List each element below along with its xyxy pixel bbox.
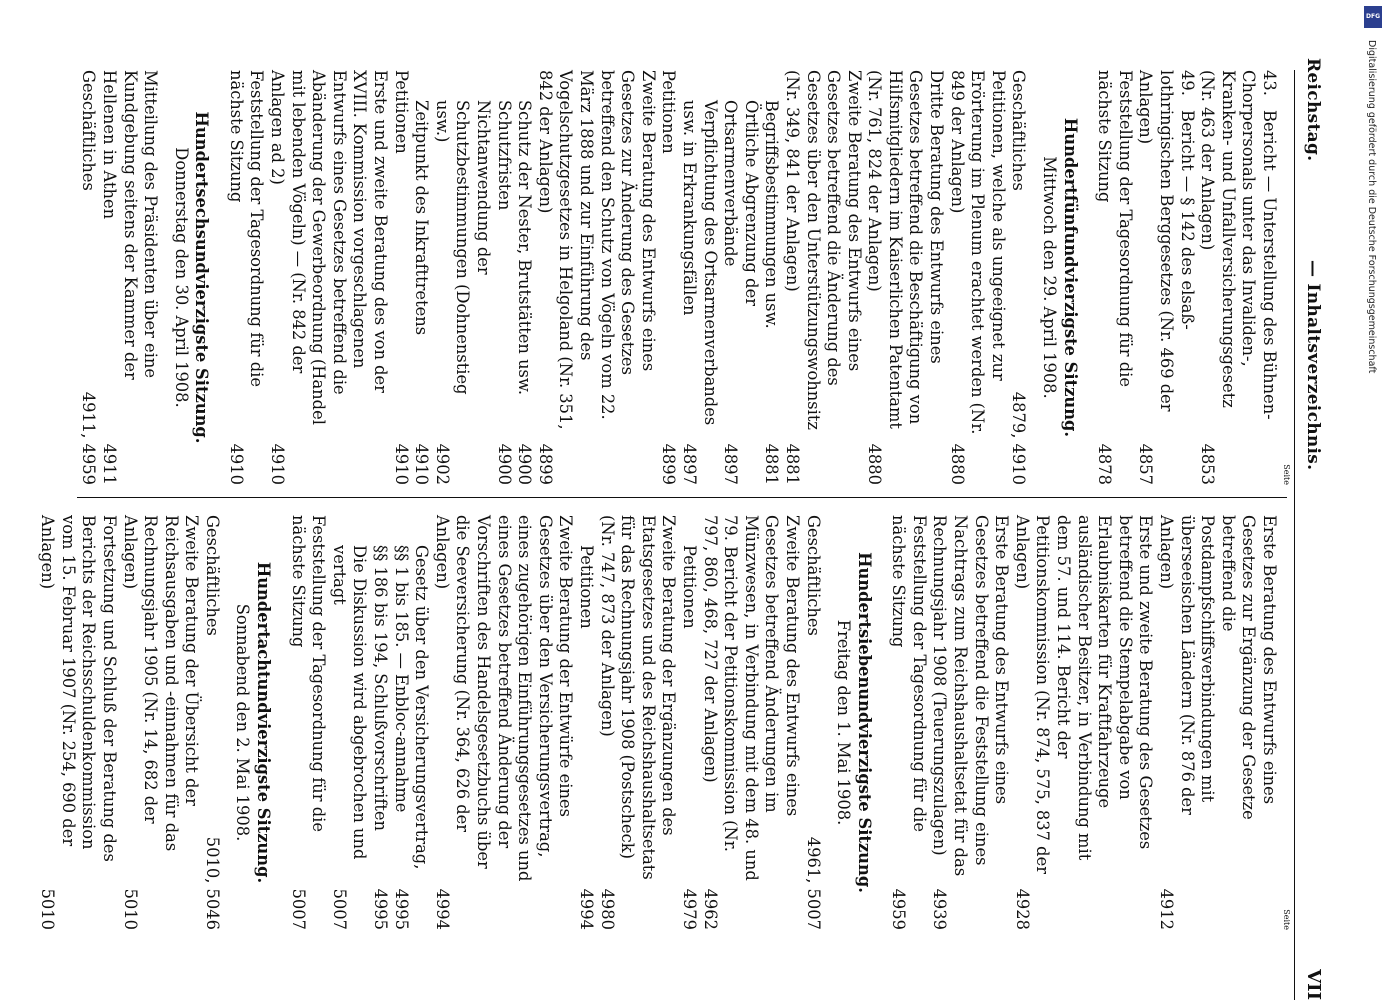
toc-entry (575, 515, 596, 930)
toc-entry (1197, 70, 1279, 485)
entry-text: Begriffsbestimmungen usw. (762, 100, 782, 329)
toc-entry (720, 70, 761, 485)
digitization-notice: Digitalisierung gefördert durch die Deutsche Forschungsgemeinschaft (1366, 40, 1377, 374)
entry-page: 4900 (494, 443, 514, 485)
entry-page: 4897 (721, 443, 741, 485)
entry-text: Die Diskussion wird abgebrochen und vertagt (329, 545, 370, 860)
session-heading: Hundertsiebenundvierzigste Sitzung. (854, 552, 874, 893)
toc-entry (287, 515, 328, 930)
toc-entry (929, 515, 1011, 930)
toc-entry (678, 515, 699, 930)
entry-page: 4994 (432, 888, 452, 930)
entry-page: 4910 (412, 443, 432, 485)
toc-entry (888, 515, 929, 930)
entry-page: 5010 (38, 888, 58, 930)
entry-text: Nichtanwendung der Schutzbestimmungen (Dohnenstieg usw.) (432, 100, 494, 395)
toc-entry (37, 515, 119, 930)
entry-page: 4928 (1012, 888, 1032, 930)
entry-page: 4899 (659, 443, 679, 485)
entry-text: Feststellung der Tagesordnung für die nächste Sitzung (889, 515, 929, 832)
toc-entry (534, 70, 658, 485)
entry-page: 4939 (930, 888, 950, 930)
seite-label: Seite (1282, 464, 1291, 485)
entry-page: 4910 (226, 443, 246, 485)
entry-text: Petitionen, welche als ungeeignet zur Erörterung im Plenum erachtet werden (Nr. 849 der Anlagen) (947, 70, 1008, 435)
entry-page: 4980 (597, 888, 617, 930)
entry-text: Örtliche Abgrenzung der Ortsarmenverbände (721, 100, 761, 306)
toc-entry (225, 70, 266, 485)
toc-entry (119, 515, 201, 930)
toc-entry (699, 515, 802, 930)
toc-entry (390, 70, 411, 485)
toc-entry (431, 70, 493, 485)
entry-page: 4911 (99, 443, 119, 485)
entry-text: Petitionen (577, 545, 596, 629)
entry-number: 43. (1260, 70, 1279, 96)
toc-entry (1008, 70, 1029, 485)
entry-page: 5007 (288, 888, 308, 930)
running-title-right: — Inhaltsverzeichnis. (1303, 260, 1323, 471)
toc-entry (493, 70, 514, 485)
entry-text: Erste und zweite Beratung des Gesetzes betreffend die Stempelabgabe von Erlaubniskarten für Kraftfahrzeuge ausländischer Besitzer, in Verbindung mit dem 57. und 114. Bericht der Petitionskommission (Nr. 874, 575, 837 der Anlagen) (1012, 515, 1156, 875)
entry-text: Zweite Beratung der Entwürfe eines Gesetzes über den Versicherungsvertrag, eines zugehörigen Einführungsgesetzes und eines Gesetzes betreffend Änderung der Vorschriften des Handelsgesetzbuchs über die Seeversicherung (Nr. 364, 626 der Anlagen) (432, 515, 576, 882)
seite-label: Seite (1282, 909, 1291, 930)
session-heading: Hundertfünfundvierzigste Sitzung. (1060, 117, 1080, 438)
entry-page: 5010 (120, 888, 140, 930)
entry-number: 49. (1177, 70, 1197, 96)
entry-page: 4910 (268, 443, 288, 485)
entry-page: 4979 (679, 888, 699, 930)
left-column (78, 70, 1293, 485)
entry-text: Verpflichtung des Ortsarmenverbandes usw. in Erkrankungsfällen (679, 100, 720, 426)
session-date: Freitag den 1. Mai 1908. (834, 619, 854, 826)
session-entries (888, 515, 1279, 930)
entry-page: 4878 (1095, 443, 1115, 485)
entry-page: 5010, 5046 (202, 836, 222, 930)
entry-page: 4880 (947, 443, 967, 485)
toc-entry (390, 515, 431, 930)
entry-text: Erste Beratung des Entwurfs eines Gesetzes zur Ergänzung der Gesetze betreffend die Postdampfschiffsverbindungen mit überseeischen Ländern (Nr. 876 der Anlagen) (1157, 515, 1279, 820)
entry-text: Schutzfristen (494, 100, 514, 211)
header-rule (1294, 70, 1295, 1000)
dfg-logo: DFG (1364, 6, 1382, 28)
column-divider (77, 497, 1287, 498)
session-date: Mittwoch den 29. April 1908. (1040, 156, 1060, 399)
entry-text: Zweite Beratung des Entwurfs eines Gesetzes betreffend die Änderung des Gesetzes über den Unterstützungswohnsitz (Nr. 349, 841 der Anlagen) (782, 70, 864, 430)
entry-page: 4881 (762, 443, 782, 485)
toc-entry (201, 515, 222, 930)
entry-text: Dritte Beratung des Entwurfs eines Gesetzes betreffend die Beschäftigung von Hilfsmitgliedern im Kaiserlichen Patentamt (Nr. 761, 824 der Anlagen) (865, 70, 947, 429)
entry-page: 4911, 4959 (79, 391, 99, 485)
entry-page: 4995 (391, 888, 411, 930)
entry-page: 4902 (432, 443, 452, 485)
entry-page: 4959 (889, 888, 909, 930)
entry-text: Feststellung der Tagesordnung für die nächste Sitzung (288, 515, 329, 832)
page-number: VII (1303, 969, 1324, 1000)
entry-text: Geschäftliches (1009, 70, 1029, 191)
entry-text: Erste Beratung des Entwurfs eines Gesetzes betreffend die Feststellung eines Nachtrags zum Reichshaushaltsetat für das Rechnungsjahr 1908 (Teuerungszulagen) (930, 515, 1012, 877)
toc-entry (802, 515, 823, 930)
entry-page: 4910 (391, 443, 411, 485)
entry-text: Geschäftliches (803, 515, 823, 636)
toc-entry (781, 70, 863, 485)
toc-entry (411, 70, 432, 485)
toc-entry (1094, 70, 1135, 485)
session-entries (78, 70, 160, 485)
session-entries (37, 515, 222, 930)
toc-entry (431, 515, 575, 930)
session-date: Donnerstag den 30. April 1908. (171, 147, 191, 408)
toc-entry (596, 515, 678, 930)
toc-entry (369, 515, 390, 930)
toc-entry (78, 70, 99, 485)
entry-page: 4912 (1157, 888, 1177, 930)
entry-text: Gesetz über den Versicherungsvertrag, §§ 1 bis 185. — Enbloc-annahme (391, 545, 432, 870)
running-title-left: Reichstag. (1303, 58, 1323, 162)
entry-text: Schutz der Nester, Brutstätten usw. (515, 100, 535, 396)
entry-text: Zweite Beratung des Entwurfs eines Gesetzes betreffend Änderungen im Münzwesen, in Verbindung mit dem 48. und 79. Bericht der Petitionskommission (Nr. 797, 860, 468, 727 der Anlagen) (700, 515, 802, 881)
entry-page: 4961, 5007 (803, 836, 823, 930)
toc-entry (1155, 515, 1279, 930)
toc-entry (946, 70, 1008, 485)
session-entries (225, 70, 1028, 485)
toc-entry (658, 70, 679, 485)
toc-entry (328, 515, 369, 930)
entry-text: Feststellung der Tagesordnung für die nächste Sitzung (226, 70, 267, 387)
entry-page: 5007 (329, 888, 349, 930)
entry-text: §§ 186 bis 194, Schlußvorschriften (371, 545, 391, 832)
entry-text: Geschäftliches (202, 515, 222, 636)
entry-text: Fortsetzung und Schluß der Beratung des Berichts der Reichsschuldenkommission vom 15. Februar 1907 (Nr. 254, 690 der Anlagen) (38, 515, 119, 862)
entry-text: Erste und zweite Beratung des von der XVIII. Kommission vorgeschlagenen Entwurfs eines Gesetzes betreffend die Abänderung der Gewerbeordnung (Handel mit lebenden Vögeln) — (Nr. 842 der Anlagen ad 2) (268, 70, 391, 425)
entry-text: Petitionen (391, 70, 411, 154)
entry-page: 4899 (535, 443, 555, 485)
entry-page: 4962 (700, 888, 720, 930)
entry-text: Petitionen (679, 545, 699, 629)
entry-page: 4879, 4910 (1009, 391, 1029, 485)
entry-text: Zweite Beratung der Ergänzungen des Etatsgesetzes und des Reichshaushaltsetats für das Rechnungsjahr 1908 (Postscheck) (Nr. 747, 873 der Anlagen) (597, 515, 679, 880)
entry-text: Zweite Beratung der Übersicht der Reichsausgaben und -einnahmen für das Rechnungsjahr 1905 (Nr. 14, 682 der Anlagen) (120, 515, 202, 852)
entry-page: 4857 (1136, 443, 1156, 485)
entry-text: Zweite Beratung des Entwurfs eines Gesetzes zur Änderung des Gesetzes betreffend den Schutz von Vögeln vom 22. März 1888 und zur Einführung des Vogelschutzgesetzes in Helgoland (Nr. 351, 842 der Anlagen) (535, 70, 658, 430)
entry-page: 4881 (782, 443, 802, 485)
toc-entry (864, 70, 946, 485)
entry-page: 4995 (371, 888, 391, 930)
toc-entry (514, 70, 535, 485)
toc-entry (267, 70, 391, 485)
toc-entry (1135, 70, 1197, 485)
entry-text: Feststellung der Tagesordnung für die nächste Sitzung (1095, 70, 1135, 387)
toc-entry (678, 70, 719, 485)
entry-text: Mitteilung des Präsidenten über eine Kundgebung seitens der Kammer der Hellenen in Athen (99, 70, 161, 380)
entry-page: 4853 (1198, 443, 1218, 485)
session-heading: Hundertsechsundvierzigste Sitzung. (192, 111, 212, 444)
entry-page: 4900 (515, 443, 535, 485)
session-heading: Hundertachtundvierzigste Sitzung. (254, 561, 274, 884)
entry-text: Bericht — § 142 des elsaß-lothringischen Berggesetzes (Nr. 469 der Anlagen) (1136, 70, 1197, 412)
entry-page: 4880 (865, 443, 885, 485)
toc-entry (98, 70, 160, 485)
toc-entry (761, 70, 782, 485)
entry-text: Zeitpunkt des Inkrafttretens (412, 100, 432, 336)
entry-text: Geschäftliches (79, 70, 99, 191)
session-entries (287, 515, 822, 930)
entry-text: Petitionen (659, 70, 679, 154)
toc-entry (1011, 515, 1155, 930)
right-column (37, 515, 1293, 930)
entry-text: Bericht — Unterstellung des Bühnen-Chorpersonals unter das Invaliden-, Kranken- und Unfallversicherungsgesetz (Nr. 463 der Anlagen) (1198, 70, 1279, 420)
entry-page: 4897 (679, 443, 699, 485)
session-date: Sonnabend den 2. Mai 1908. (233, 603, 253, 842)
entry-page: 4994 (577, 888, 596, 930)
